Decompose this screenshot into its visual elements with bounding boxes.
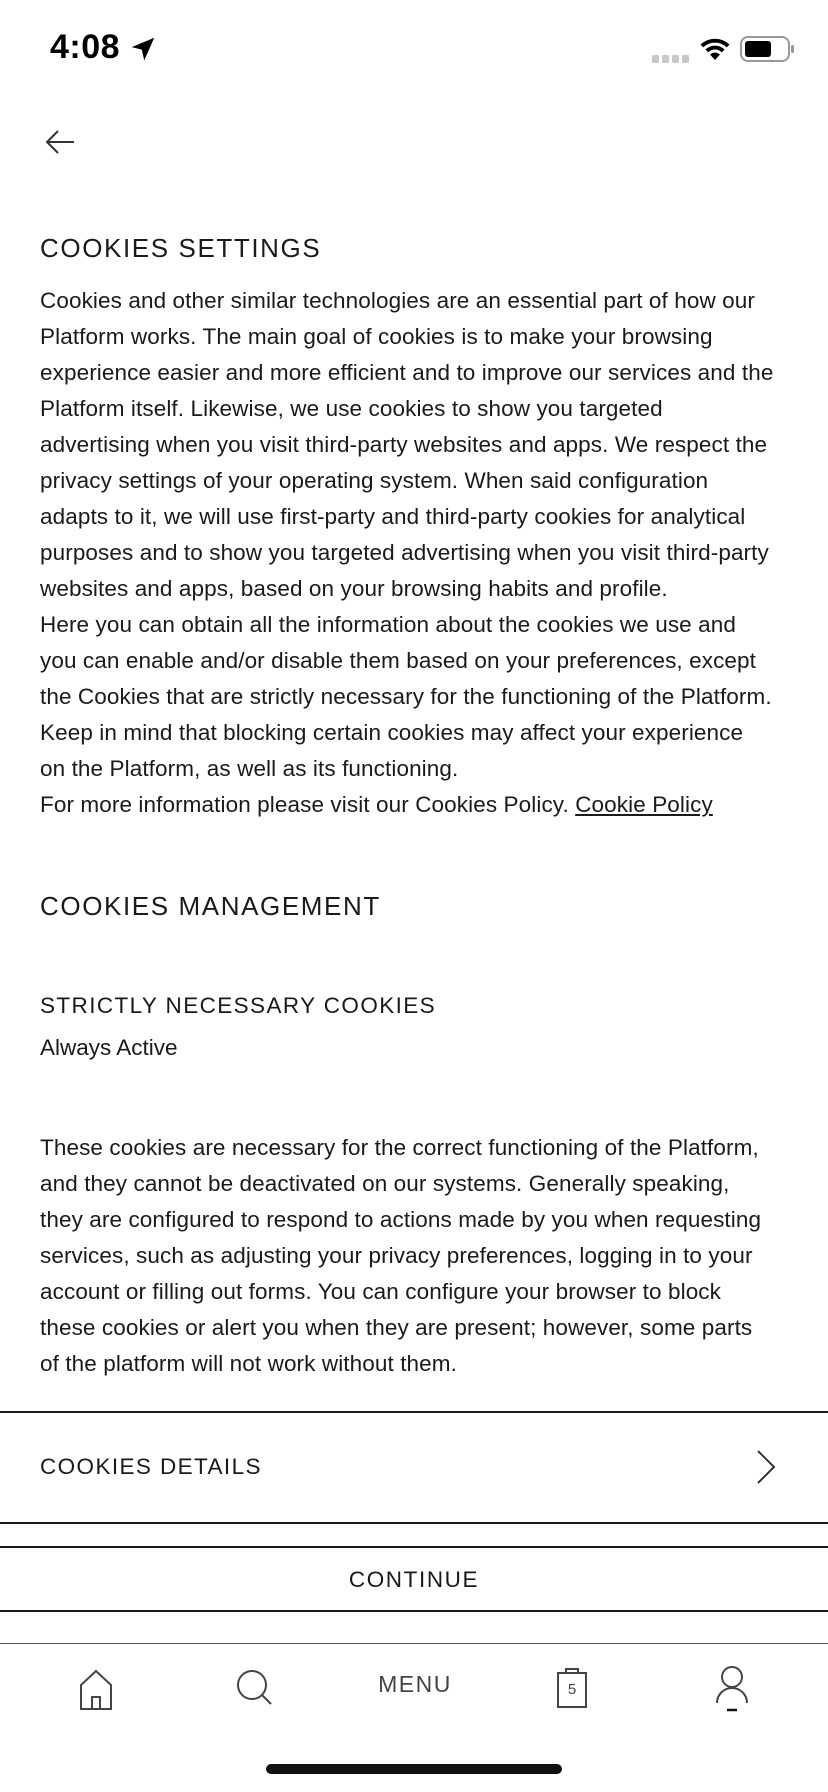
cookies-intro-text: Cookies and other similar technologies are an essential part of how our Platform works. The main goal of cookies is to make your browsing experience easier and more efficient and to improve our services and the Platform itself. Likewise, we use cookies to show you targeted advertising when you visit third-party websites and apps. We respect the privacy settings of your operating system. When said configuration adapts to it, we will use first-party and third-party cookies for analytical purposes and to show you targeted advertising when you visit third-party websites and apps, based on your browsing habits and profile. Here you can obtain all the information about the cookies we use and you can enable and/or disable them based on your preferences, except the Cookies that are strictly necessary for the functioning of the Platform. Keep in mind that blocking certain cookies may affect your experience on the Platform, as well as its functioning. For more information please visit our Cookies Policy. Cookie Policy — [40, 283, 790, 823]
more-info-line — [40, 787, 790, 823]
shopping-bag-tab[interactable] — [556, 1665, 588, 1713]
strictly-necessary-description: These cookies are necessary for the correct functioning of the Platform, and they cannot be deactivated on our systems. Generally speaking, they are configured to respond to actions made by you when requesting services, such as adjusting your privacy preferences, logging in to your account or filling out forms. You can configure your browser to block these cookies or alert you when they are present; however, some parts of the platform will not work without them. — [40, 1135, 762, 1376]
menu-tab[interactable]: MENU — [378, 1671, 452, 1697]
cookies-details-row[interactable] — [0, 1413, 828, 1523]
cellular-signal-icon — [652, 52, 692, 64]
bag-count: 5 — [567, 1681, 577, 1698]
battery-icon — [740, 36, 796, 62]
cookies-management-title: COOKIES MANAGEMENT — [40, 891, 381, 921]
search-icon[interactable] — [234, 1665, 274, 1713]
account-icon[interactable] — [714, 1665, 750, 1713]
location-arrow-icon — [128, 34, 158, 64]
chevron-right-icon — [748, 1447, 782, 1487]
cookie-policy-link[interactable]: Cookie Policy — [575, 792, 713, 817]
always-active-status: Always Active — [40, 1035, 178, 1060]
status-bar — [0, 0, 828, 100]
tabbar-divider — [0, 1643, 828, 1644]
back-arrow-icon[interactable] — [40, 122, 80, 162]
more-info-text: For more information please visit our Cookies Policy. — [40, 792, 569, 817]
home-indicator — [266, 1764, 562, 1774]
bottom-tab-bar — [0, 1645, 828, 1745]
divider — [0, 1610, 828, 1612]
status-time: 4:08 — [50, 28, 121, 66]
cookies-details-label: COOKIES DETAILS — [40, 1454, 262, 1479]
home-icon[interactable] — [76, 1665, 116, 1713]
wifi-icon — [698, 36, 732, 62]
strictly-necessary-title: STRICTLY NECESSARY COOKIES — [40, 993, 437, 1018]
divider — [0, 1522, 828, 1524]
continue-button[interactable]: CONTINUE — [348, 1567, 480, 1592]
cookies-settings-title: COOKIES SETTINGS — [40, 233, 322, 263]
